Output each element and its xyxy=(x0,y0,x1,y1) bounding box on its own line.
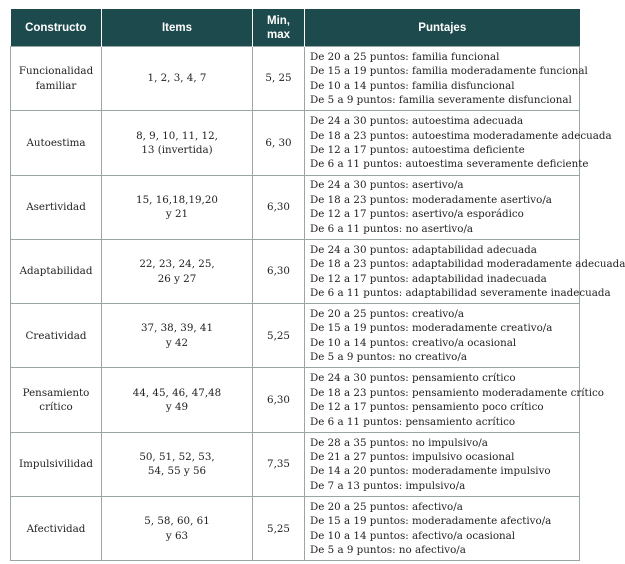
construct-cell xyxy=(11,239,102,303)
construct-cell xyxy=(11,368,102,432)
scores-cell xyxy=(305,368,604,432)
score-range-line: De 5 a 9 puntos: no afectivo/a xyxy=(310,544,466,557)
scores-cell xyxy=(305,175,580,239)
construct-name-line: familiar xyxy=(35,79,77,92)
score-range-line: De 20 a 25 puntos: creativo/a xyxy=(310,308,464,321)
minmax-cell: 6,30 xyxy=(253,175,305,239)
score-range-line: De 12 a 17 puntos: pensamiento poco crítico xyxy=(310,401,544,414)
score-range-line: De 18 a 23 puntos: pensamiento moderadamente crítico xyxy=(310,386,604,399)
items-cell xyxy=(102,47,253,111)
table-row xyxy=(11,111,580,175)
construct-name-line: Autoestima xyxy=(26,136,86,149)
minmax-cell: 6, 30 xyxy=(253,111,305,175)
construct-name-line: Adaptabilidad xyxy=(19,265,93,278)
score-range-line: De 6 a 11 puntos: adaptabilidad severamente inadecuada xyxy=(310,286,611,299)
score-range-line: De 15 a 19 puntos: familia moderadamente funcional xyxy=(310,65,588,78)
table-row xyxy=(11,368,580,432)
score-range-line: De 21 a 27 puntos: impulsivo ocasional xyxy=(310,451,515,464)
items-line: 37, 38, 39, 41 xyxy=(140,322,214,335)
score-range-line: De 10 a 14 puntos: familia disfuncional xyxy=(310,79,515,92)
table-row xyxy=(11,175,580,239)
header-construct: Constructo xyxy=(11,9,102,47)
scores-cell xyxy=(305,304,580,368)
score-range-line: De 6 a 11 puntos: no asertivo/a xyxy=(310,222,474,235)
items-cell xyxy=(102,175,253,239)
items-cell xyxy=(102,368,253,432)
score-range-line: De 18 a 23 puntos: adaptabilidad moderadamente adecuada xyxy=(310,258,625,271)
construct-cell xyxy=(11,47,102,111)
items-line: 5, 58, 60, 61 xyxy=(144,515,210,528)
scores-table-container xyxy=(10,9,625,561)
items-line: 22, 23, 24, 25, xyxy=(139,258,215,271)
minmax-cell: 5,25 xyxy=(253,304,305,368)
score-range-line: De 12 a 17 puntos: asertivo/a esporádico xyxy=(310,208,524,221)
construct-name-line: Afectividad xyxy=(26,522,86,535)
score-range-line: De 7 a 13 puntos: impulsivo/a xyxy=(310,479,466,492)
score-range-line: De 20 a 25 puntos: afectivo/a xyxy=(310,500,463,513)
scores-cell xyxy=(305,239,625,303)
score-range-line: De 6 a 11 puntos: pensamiento acrítico xyxy=(310,415,516,428)
items-line: y 21 xyxy=(165,208,189,221)
items-line: 15, 16,18,19,20 xyxy=(136,193,218,206)
construct-name-line: Impulsivilidad xyxy=(19,458,93,471)
items-line: 13 (invertida) xyxy=(141,143,213,156)
score-range-line: De 10 a 14 puntos: afectivo/a ocasional xyxy=(310,529,516,542)
construct-name-line: crítico xyxy=(39,401,73,414)
score-range-line: De 24 a 30 puntos: pensamiento crítico xyxy=(310,372,516,385)
scores-cell xyxy=(305,111,612,175)
scores-cell xyxy=(305,432,580,496)
score-range-line: De 24 a 30 puntos: asertivo/a xyxy=(310,179,464,192)
score-range-line: De 24 a 30 puntos: autoestima adecuada xyxy=(310,115,524,128)
header-minmax xyxy=(253,9,305,47)
items-line: 8, 9, 10, 11, 12, xyxy=(136,129,218,142)
score-range-line: De 14 a 20 puntos: moderadamente impulsivo xyxy=(310,465,551,478)
scores-cell xyxy=(305,47,588,111)
construct-cell xyxy=(11,304,102,368)
construct-name-line: Asertividad xyxy=(26,201,86,214)
items-line: 50, 51, 52, 53, xyxy=(139,451,215,464)
construct-cell xyxy=(11,175,102,239)
score-range-line: De 20 a 25 puntos: familia funcional xyxy=(310,50,500,63)
score-range-line: De 24 a 30 puntos: adaptabilidad adecuada xyxy=(310,243,537,256)
score-range-line: De 15 a 19 puntos: moderadamente creativo/a xyxy=(310,322,553,335)
header-items: Items xyxy=(102,9,253,47)
table-row xyxy=(11,239,580,303)
items-line: 54, 55 y 56 xyxy=(147,465,207,478)
header-minmax-line1: Min, xyxy=(267,14,290,27)
header-row xyxy=(11,9,580,47)
items-line: 26 y 27 xyxy=(157,272,197,285)
table-row xyxy=(11,304,580,368)
minmax-cell: 6,30 xyxy=(253,368,305,432)
table-row xyxy=(11,497,580,561)
header-minmax-line2: max xyxy=(266,28,291,41)
header-scores: Puntajes xyxy=(305,9,580,47)
minmax-cell: 6,30 xyxy=(253,239,305,303)
construct-name-line: Pensamiento xyxy=(22,386,90,399)
score-range-line: De 5 a 9 puntos: no creativo/a xyxy=(310,351,467,364)
construct-name-line: Funcionalidad xyxy=(18,65,94,78)
items-line: y 63 xyxy=(165,529,189,542)
score-range-line: De 15 a 19 puntos: moderadamente afectivo/a xyxy=(310,515,552,528)
score-range-line: De 5 a 9 puntos: familia severamente disfuncional xyxy=(310,94,572,107)
items-line: 44, 45, 46, 47,48 xyxy=(132,386,222,399)
items-cell xyxy=(102,304,253,368)
items-line: y 49 xyxy=(165,401,189,414)
construct-cell xyxy=(11,432,102,496)
table-row xyxy=(11,47,580,111)
score-range-line: De 12 a 17 puntos: autoestima deficiente xyxy=(310,143,525,156)
table-row xyxy=(11,432,580,496)
score-range-line: De 10 a 14 puntos: creativo/a ocasional xyxy=(310,336,517,349)
minmax-cell: 5, 25 xyxy=(253,47,305,111)
score-range-line: De 6 a 11 puntos: autoestima severamente deficiente xyxy=(310,158,589,171)
minmax-cell: 5,25 xyxy=(253,497,305,561)
items-cell xyxy=(102,497,253,561)
construct-name-line: Creatividad xyxy=(25,329,87,342)
construct-cell xyxy=(11,497,102,561)
table-body xyxy=(11,47,625,561)
minmax-cell: 7,35 xyxy=(253,432,305,496)
scores-table xyxy=(10,9,625,561)
items-line: y 42 xyxy=(165,336,189,349)
score-range-line: De 28 a 35 puntos: no impulsivo/a xyxy=(310,436,488,449)
score-range-line: De 12 a 17 puntos: adaptabilidad inadecuada xyxy=(310,272,547,285)
table-header xyxy=(11,9,580,47)
construct-cell xyxy=(11,111,102,175)
score-range-line: De 18 a 23 puntos: moderadamente asertivo/a xyxy=(310,193,552,206)
items-line: 1, 2, 3, 4, 7 xyxy=(147,72,207,85)
items-cell xyxy=(102,432,253,496)
items-cell xyxy=(102,111,253,175)
score-range-line: De 18 a 23 puntos: autoestima moderadamente adecuada xyxy=(310,129,612,142)
scores-cell xyxy=(305,497,580,561)
items-cell xyxy=(102,239,253,303)
